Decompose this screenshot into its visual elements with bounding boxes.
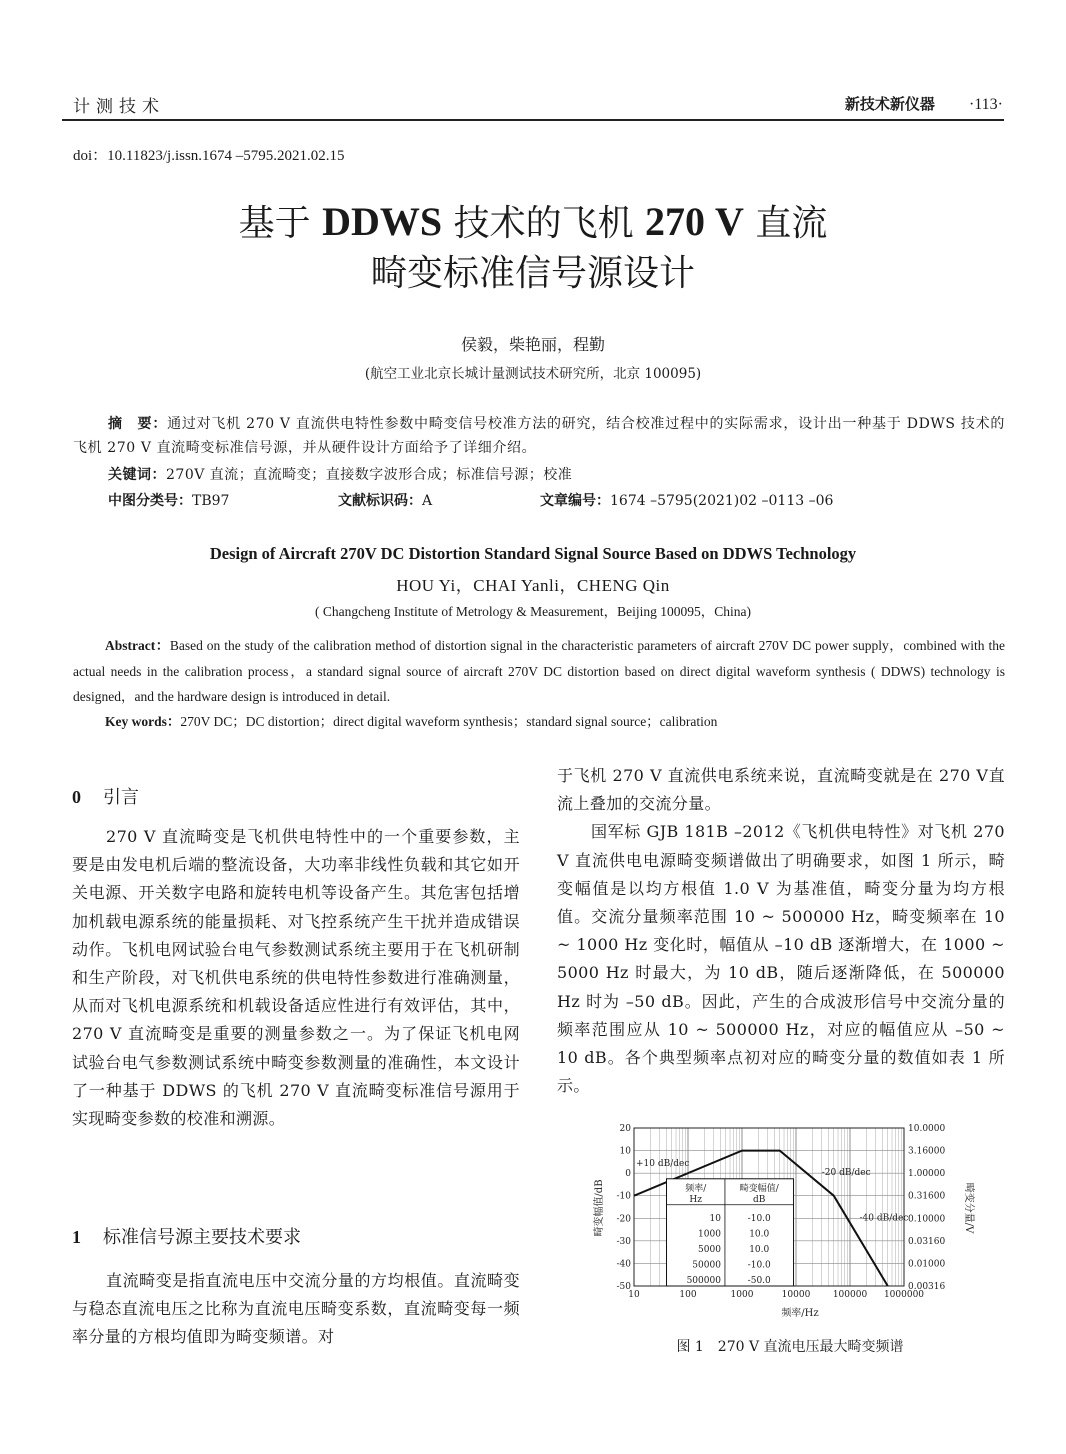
section-title: 标准信号源主要技术要求 — [103, 1227, 301, 1248]
page-number: ·113· — [968, 96, 1003, 113]
section-number: 0 — [72, 787, 81, 807]
slope-annotation: +10 dB/dec — [636, 1158, 690, 1169]
abstract-cn — [73, 412, 1005, 460]
figure-caption: 图 1 270 V 直流电压最大畸变频谱 — [676, 1339, 904, 1355]
abstract-text: 通过对飞机 270 V 直流供电特性参数中畸变信号校准方法的研究，结合校准过程中的实际需求，设计出一种基于 DDWS 技术的飞机 270 V 直流畸变标准信号源，并从硬件设计方面给予了详细介绍。 — [73, 416, 1005, 456]
english-abstract-label: Abstract： — [105, 638, 170, 653]
inset-header: 频率/ — [685, 1183, 707, 1194]
section-0-body — [72, 823, 520, 1133]
english-authors: HOU Yi，CHAI Yanli，CHENG Qin — [396, 576, 670, 595]
inset-header: 畸变幅值/ — [739, 1183, 779, 1194]
doc-value: A — [422, 493, 433, 509]
y2-tick-label: 0.03160 — [908, 1236, 946, 1247]
paper-title-line1 — [0, 196, 1066, 250]
y2-tick-label: 0.31600 — [908, 1191, 946, 1202]
title-part: 技术的飞机 — [442, 203, 646, 244]
section-number: 1 — [72, 1227, 81, 1247]
inset-cell-amplitude: -10.0 — [747, 1260, 771, 1271]
x-tick-label: 1000000 — [883, 1290, 925, 1300]
y2-tick-label: 1.00000 — [908, 1169, 946, 1180]
y-tick-labels — [617, 1124, 632, 1292]
english-affiliation: ( Changcheng Institute of Metrology & Measurement，Beijing 100095，China) — [314, 604, 752, 619]
inset-cell-amplitude: 10.0 — [749, 1245, 770, 1256]
title-part: DDWS — [322, 199, 443, 244]
y2-tick-label: 10.0000 — [908, 1124, 946, 1134]
y-axis-label: 畸变幅值/dB — [594, 1179, 605, 1237]
abstract-label: 摘 要： — [108, 416, 168, 432]
y-tick-label: -40 — [616, 1259, 631, 1270]
slope-annotation: -40 dB/dec — [859, 1213, 909, 1224]
inset-cell-frequency: 10 — [709, 1214, 721, 1225]
keywords-text: 270V 直流；直流畸变；直接数字波形合成；标准信号源；校准 — [166, 467, 573, 483]
x-tick-label: 10000 — [781, 1290, 811, 1300]
y-tick-label: -10 — [616, 1191, 631, 1202]
title-part: 直流 — [743, 203, 828, 244]
y-tick-label: -20 — [616, 1214, 631, 1225]
x-tick-label: 1000 — [730, 1290, 754, 1300]
y2-tick-label: 0.01000 — [908, 1259, 946, 1270]
y-tick-label: 0 — [625, 1169, 631, 1180]
section-1-body — [72, 1267, 520, 1352]
column-name: 新技术新仪器 — [844, 95, 935, 113]
article-value: 1674 –5795(2021)02 –0113 –06 — [610, 493, 834, 509]
title-part: 基于 — [238, 203, 323, 244]
paragraph: 直流畸变是指直流电压中交流分量的方均根值。直流畸变与稳态直流电压之比称为直流电压畸变系数，直流畸变每一频率分量的方根均值即为畸变频谱。对 — [72, 1271, 520, 1347]
english-keywords — [105, 710, 717, 730]
paragraph: 270 V 直流畸变是飞机供电特性中的一个重要参数，主要是由发电机后端的整流设备，大功率非线性负载和其它如开关电源、开关数字电路和旋转电机等设备产生。其危害包括增加机载电源系统的能量损耗、对飞控系统产生干扰并造成错误动作。飞机电网试验台电气参数测试系统主要用于在飞机研制和生产阶段，对飞机供电系统的供电特性参数进行准确测量，从而对飞机电源系统和机载设备适应性进行有效评估，其中，270 V 直流畸变是重要的测量参数之一。为了保证飞机电网试验台电气参数测试系统中畸变参数测量的准确性，本文设计了一种基于 DDWS 的飞机 270 V 直流畸变标准信号源用于实现畸变参数的校准和溯源。 — [72, 827, 520, 1129]
clc-value: TB97 — [192, 493, 230, 509]
inset-table-frame — [667, 1179, 794, 1286]
x-tick-label: 100 — [679, 1290, 697, 1300]
y-tick-label: -50 — [616, 1282, 631, 1292]
article-number — [540, 490, 833, 510]
journal-section: 计测技术 — [73, 97, 165, 117]
doc-code — [338, 490, 540, 510]
inset-header: dB — [753, 1194, 766, 1205]
inset-cell-frequency: 500000 — [686, 1275, 721, 1286]
keywords-cn — [108, 464, 572, 484]
x-axis-label: 频率/Hz — [781, 1308, 819, 1318]
y2-tick-label: 0.00316 — [908, 1282, 946, 1292]
inset-cell-frequency: 1000 — [698, 1229, 721, 1240]
paragraph: 国军标 GJB 181B –2012《飞机供电特性》对飞机 270 V 直流供电电源畸变频谱做出了明确要求，如图 1 所示，畸变幅值是以均方根值 1.0 V 为基准值，畸变分量为均方根值。交流分量频率范围 10 ~ 500000 Hz，畸变频率在 10 ~ 1000 Hz 变化时，幅值从 –10 dB 逐渐增大，在 1000 ~ 5000 Hz 时最大，为 10 dB，随后逐渐降低，在 500000 Hz 时为 –50 dB。因此，产生的合成波形信号中交流分量的频率范围应从 10 ~ 500000 Hz，对应的幅值应从 –50 ~ 10 dB。各个典型频率点初对应的畸变分量的数值如表 1 所示。 — [557, 822, 1005, 1096]
y2-axis-label: 畸变分量/V — [963, 1182, 974, 1234]
y-tick-label: 10 — [619, 1146, 631, 1157]
keywords-label: 关键词： — [108, 467, 166, 483]
x-tick-labels — [628, 1290, 924, 1300]
inset-cell-amplitude: -10.0 — [747, 1214, 771, 1225]
clc-label: 中图分类号： — [108, 493, 192, 509]
slope-annotation: -20 dB/dec — [821, 1168, 871, 1179]
inset-cell-frequency: 5000 — [698, 1245, 721, 1256]
authors: 侯毅，柴艳丽，程勤 — [460, 335, 605, 354]
doc-label: 文献标识码： — [338, 493, 422, 509]
y-tick-label: -30 — [616, 1236, 631, 1247]
clc-code — [108, 490, 338, 510]
inset-cell-amplitude: -50.0 — [747, 1275, 771, 1286]
y2-tick-label: 3.16000 — [908, 1146, 946, 1157]
english-abstract — [73, 633, 1005, 710]
english-keywords-label: Key words： — [105, 714, 181, 729]
paper-title-line2: 畸变标准信号源设计 — [370, 253, 695, 294]
affiliation: (航空工业北京长城计量测试技术研究所，北京 100095) — [364, 366, 702, 382]
journal-column — [845, 93, 1003, 114]
inset-header: Hz — [689, 1194, 703, 1205]
english-title: Design of Aircraft 270V DC Distortion Standard Signal Source Based on DDWS Technology — [209, 544, 857, 563]
section-heading-0 — [72, 783, 139, 809]
right-column-body — [557, 762, 1005, 1100]
header-rule — [62, 119, 1004, 121]
inset-table — [667, 1179, 794, 1286]
y2-tick-label: 0.10000 — [908, 1214, 946, 1225]
section-title: 引言 — [103, 787, 139, 808]
distortion-spectrum-chart — [590, 1118, 990, 1318]
x-tick-label: 100000 — [832, 1290, 868, 1300]
y-tick-label: 20 — [619, 1124, 631, 1134]
english-keywords-text: 270V DC；DC distortion；direct digital waveform synthesis；standard signal source；calibration — [180, 714, 718, 729]
y2-tick-labels — [908, 1124, 945, 1292]
title-part: 270 V — [645, 199, 744, 244]
classification-row — [108, 490, 833, 510]
section-heading-1 — [72, 1223, 301, 1249]
english-abstract-text: Based on the study of the calibration method of distortion signal in the characteristic parameters of aircraft 270V DC power supply，combined with the actual needs in the calibration process，a standard signal source of aircraft 270V DC distortion based on direct digital waveform synthesis ( DDWS) technology is designed，and the hardware design is introduced in detail. — [73, 638, 1005, 704]
inset-cell-frequency: 50000 — [692, 1260, 721, 1271]
x-tick-label: 10 — [628, 1290, 640, 1300]
article-label: 文章编号： — [540, 493, 610, 509]
inset-cell-amplitude: 10.0 — [749, 1229, 770, 1240]
paragraph: 于飞机 270 V 直流供电系统来说，直流畸变就是在 270 V直流上叠加的交流分量。 — [557, 766, 1005, 814]
doi[interactable]: doi：10.11823/j.issn.1674 –5795.2021.02.15 — [73, 148, 345, 164]
